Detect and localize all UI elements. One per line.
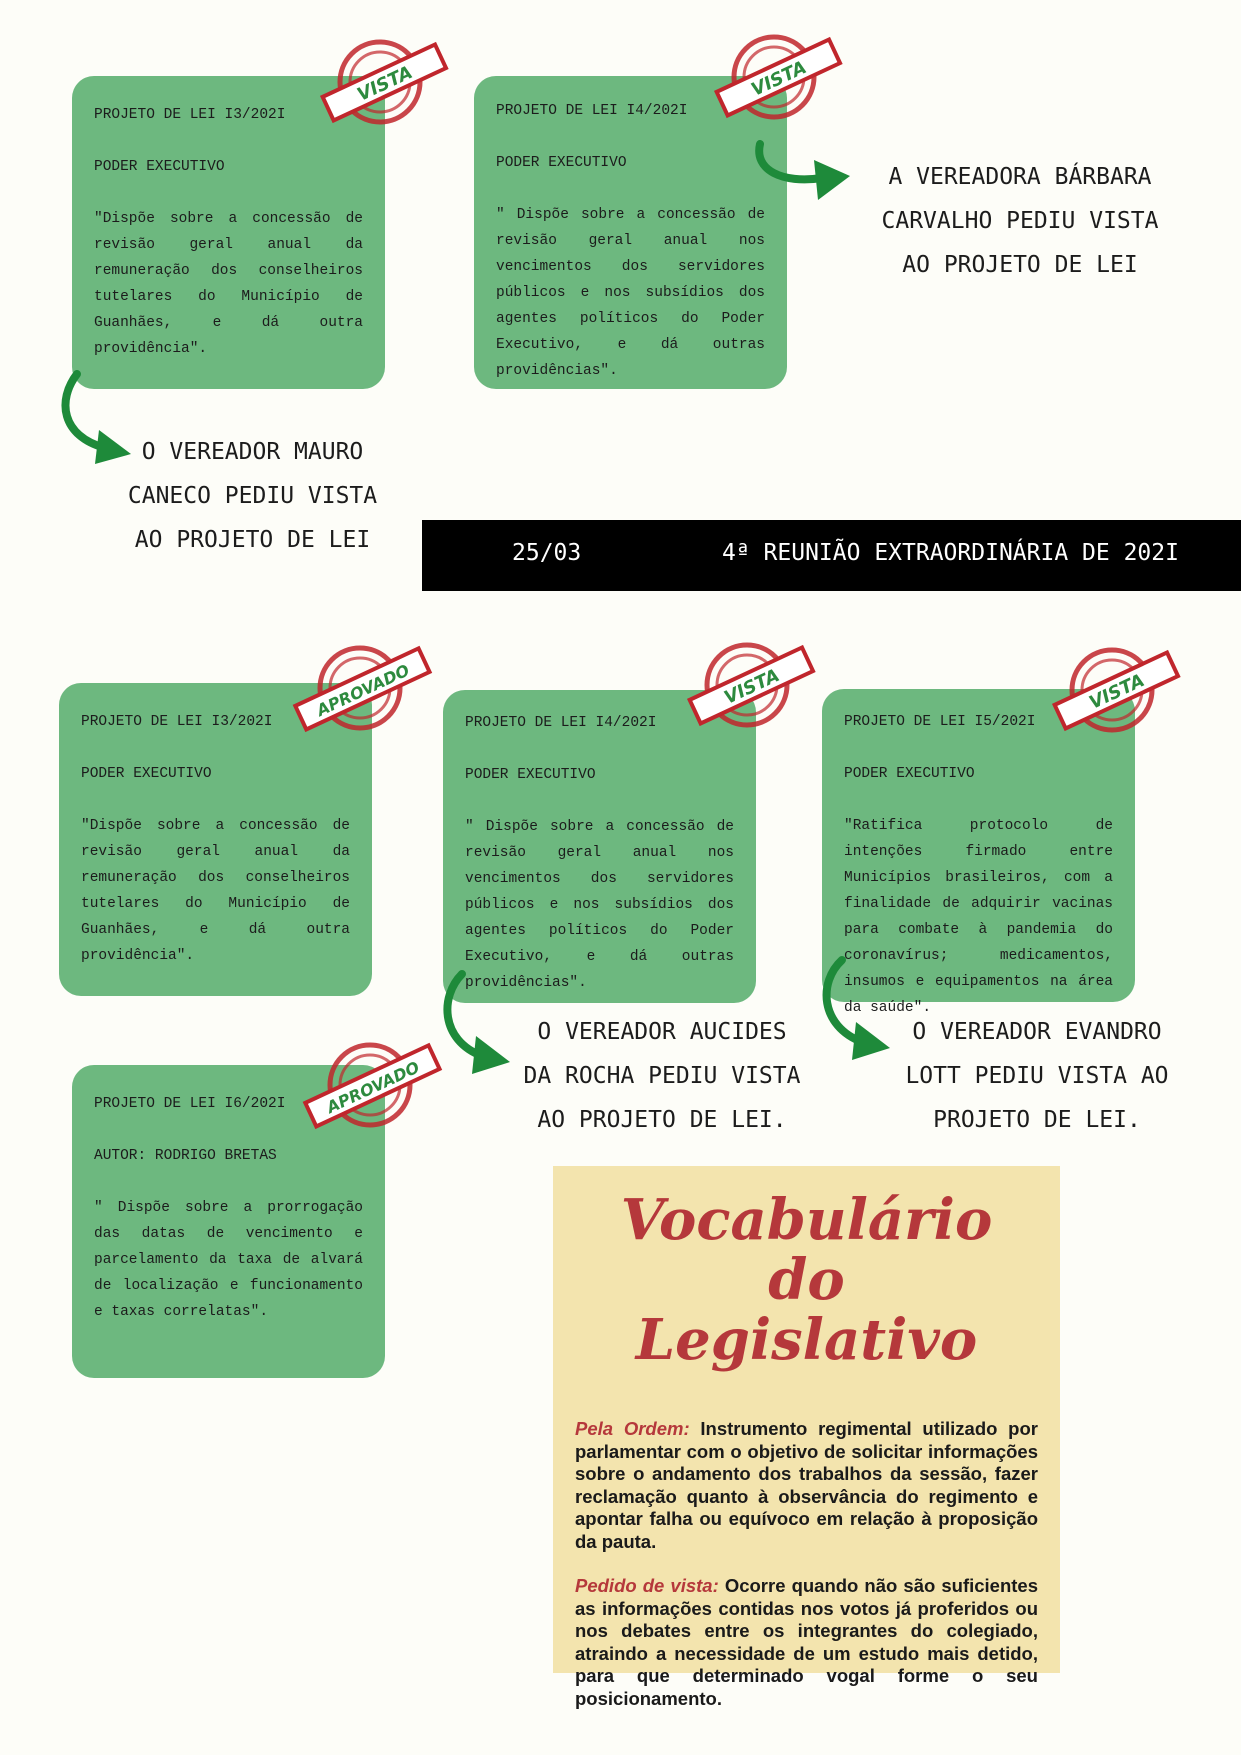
bill-title: PROJETO DE LEI I4/202I	[496, 103, 688, 119]
note-line: O VEREADOR EVANDRO	[912, 1019, 1162, 1045]
bill-card-14-second	[443, 690, 756, 1003]
bill-description: "Dispõe sobre a concessão de revisão geral anual da remuneração dos conselheiros tutelares do Município de Guanhães, e dá outra providência".	[81, 818, 350, 964]
note-line: PROJETO DE LEI.	[933, 1107, 1141, 1133]
vista-stamp-icon	[318, 32, 453, 132]
term-definition: Ocorre quando não são suficientes as informações contidas nos votos já proferidos ou nos debates entre os integrantes do colegiado, atraindo a necessidade de um estudo mais detido, para que determinado vogal forme o seu posicionamento.	[575, 1575, 1039, 1709]
note-line: LOTT PEDIU VISTA AO	[905, 1063, 1169, 1089]
vocabulary-heading-line: Legislativo	[635, 1307, 978, 1373]
term-label: Pedido de vista:	[575, 1575, 719, 1596]
vista-stamp-icon	[1050, 640, 1185, 740]
note-mauro-vista	[110, 430, 395, 562]
vocabulary-box	[553, 1166, 1060, 1709]
bill-author: PODER EXECUTIVO	[465, 767, 596, 783]
note-line: AO PROJETO DE LEI	[134, 527, 371, 553]
curved-arrow-icon	[752, 140, 852, 210]
note-line: AO PROJETO DE LEI.	[537, 1107, 787, 1133]
bill-author: PODER EXECUTIVO	[81, 766, 212, 782]
bill-author: AUTOR: RODRIGO BRETAS	[94, 1148, 277, 1164]
bill-title: PROJETO DE LEI I3/202I	[81, 714, 273, 730]
note-line: O VEREADOR AUCIDES	[537, 1019, 787, 1045]
term-definition: Instrumento regimental utilizado por parlamentar com o objetivo de solicitar informações sobre o andamento dos trabalhos da sessão, fazer reclamação quanto à observância do regimento e apontar falha ou equívoco em relação à proposição da pauta.	[575, 1418, 1038, 1552]
meeting-title: 4ª REUNIÃO EXTRAORDINÁRIA DE 202I	[722, 540, 1179, 566]
meeting-date: 25/03	[512, 540, 582, 566]
aprovado-stamp-icon	[290, 638, 435, 738]
bill-title: PROJETO DE LEI I4/202I	[465, 715, 657, 731]
stamp-label: APROVADO	[323, 1057, 423, 1118]
aprovado-stamp-icon	[300, 1035, 445, 1135]
bill-description: " Dispõe sobre a concessão de revisão geral anual nos vencimentos dos servidores públicos e nos subsídios dos agentes políticos do Poder Executivo, e dá outras providências".	[465, 819, 734, 991]
bill-title: PROJETO DE LEI I5/202I	[844, 714, 1036, 730]
note-line: CANECO PEDIU VISTA	[127, 483, 378, 509]
stamp-label: APROVADO	[313, 660, 413, 721]
bill-author: PODER EXECUTIVO	[844, 766, 975, 782]
note-line: AO PROJETO DE LEI	[902, 252, 1138, 278]
stamp-label: VISTA	[354, 61, 416, 106]
note-line: DA ROCHA PEDIU VISTA	[523, 1063, 801, 1089]
stamp-label: VISTA	[748, 56, 810, 101]
note-evandro-vista	[887, 1010, 1187, 1142]
vista-stamp-icon	[685, 635, 820, 735]
bill-author: PODER EXECUTIVO	[496, 155, 627, 171]
vocabulary-heading	[575, 1187, 1038, 1373]
bill-description: " Dispõe sobre a prorrogação das datas de vencimento e parcelamento da taxa de alvará de localização e funcionamento e taxas correlatas".	[94, 1200, 363, 1320]
stamp-label: VISTA	[1086, 669, 1148, 714]
stamp-label: VISTA	[721, 664, 783, 709]
note-barbara-vista	[850, 155, 1190, 287]
term-label: Pela Ordem:	[575, 1418, 690, 1439]
bill-description: " Dispõe sobre a concessão de revisão geral anual nos vencimentos dos servidores públicos e nos subsídios dos agentes políticos do Poder Executivo, e dá outras providências".	[496, 207, 765, 379]
bill-author: PODER EXECUTIVO	[94, 159, 225, 175]
note-line: O VEREADOR MAURO	[141, 439, 364, 465]
bill-description: "Dispõe sobre a concessão de revisão geral anual da remuneração dos conselheiros tutelares do Município de Guanhães, e dá outra providência".	[94, 211, 363, 357]
vocabulary-heading-line: Vocabulário do	[620, 1187, 993, 1313]
bill-title: PROJETO DE LEI I6/202I	[94, 1096, 286, 1112]
note-line: CARVALHO PEDIU VISTA	[881, 208, 1159, 234]
note-aucides-vista	[497, 1010, 827, 1142]
bill-title: PROJETO DE LEI I3/202I	[94, 107, 286, 123]
vista-stamp-icon	[712, 27, 847, 127]
bill-description: "Ratifica protocolo de intenções firmado entre Municípios brasileiros, com a finalidade de adquirir vacinas para combate à pandemia do coronavírus; medicamentos, insumos e equipamentos na área da saúde".	[844, 818, 1113, 1016]
definition-pela-ordem	[575, 1418, 1038, 1553]
meeting-header-bar	[422, 520, 1241, 591]
definition-pedido-de-vista	[575, 1575, 1038, 1710]
note-line: A VEREADORA BÁRBARA	[888, 164, 1152, 190]
